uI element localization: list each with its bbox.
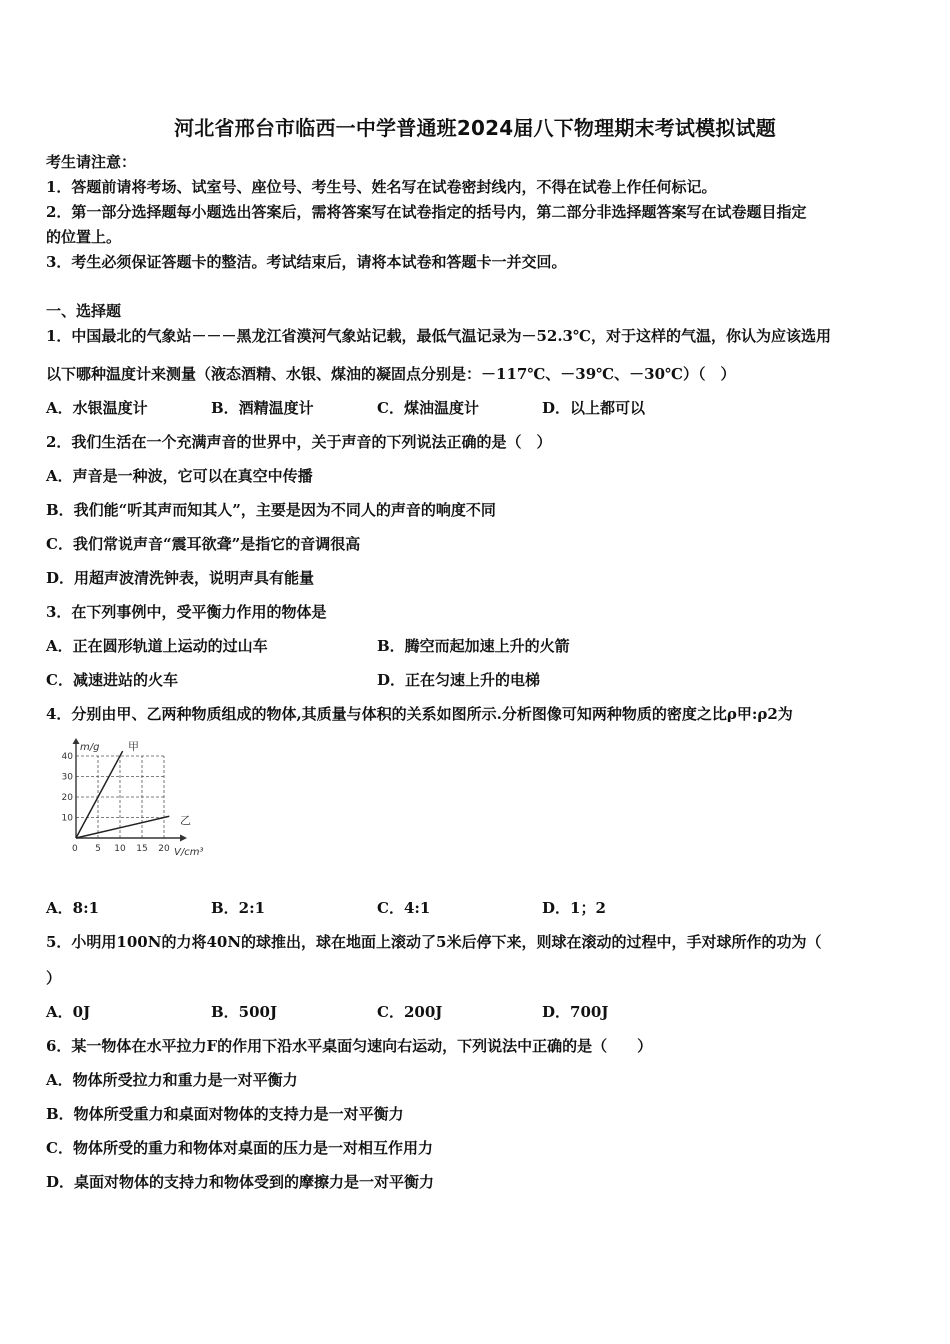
q3-stem: 3．在下列事例中，受平衡力作用的物体是 <box>46 603 327 621</box>
series-label-yi: 乙 <box>180 814 191 827</box>
q1-option-b: B．酒精温度计 <box>211 399 314 417</box>
q6-option-a: A．物体所受拉力和重力是一对平衡力 <box>46 1071 298 1089</box>
y-tick-label: 30 <box>61 772 73 783</box>
q5-stem-line1: 5．小明用100N的力将40N的球推出，球在地面上滚动了5米后停下来，则球在滚动的过程中，手对球所作的功为（ <box>46 933 822 951</box>
y-axis-arrow <box>73 738 80 744</box>
notice-item: 1．答题前请将考场、试室号、座位号、考生号、姓名写在试卷密封线内，不得在试卷上作任何标记。 <box>46 178 717 196</box>
series-line-jia <box>76 751 123 838</box>
q6-option-c: C．物体所受的重力和物体对桌面的压力是一对相互作用力 <box>46 1139 433 1157</box>
graph-grid <box>76 756 164 838</box>
q2-option-c: C．我们常说声音“震耳欲聋”是指它的音调很高 <box>46 535 361 553</box>
q1-option-c: C．煤油温度计 <box>377 399 479 417</box>
x-tick-label: 15 <box>136 844 148 854</box>
q3-option-b: B．腾空而起加速上升的火箭 <box>377 637 570 655</box>
q5-stem-line2: ） <box>46 969 62 987</box>
x-tick-label: 20 <box>158 844 170 854</box>
q4-density-graph <box>52 738 217 868</box>
section-heading: 一、选择题 <box>46 302 122 320</box>
q4-stem: 4．分别由甲、乙两种物质组成的物体,其质量与体积的关系如图所示.分析图像可知两种物质的密度之比ρ甲:ρ2为 <box>46 705 793 723</box>
y-tick-label: 40 <box>61 752 73 762</box>
notice-item: 3．考生必须保证答题卡的整洁。考试结束后，请将本试卷和答题卡一并交回。 <box>46 253 567 271</box>
notice-heading: 考生请注意： <box>46 153 137 171</box>
q5-option-b: B．500J <box>211 1003 278 1021</box>
q6-option-b: B．物体所受重力和桌面对物体的支持力是一对平衡力 <box>46 1105 404 1123</box>
q4-option-b: B．2:1 <box>211 899 266 917</box>
q2-option-b: B．我们能“听其声而知其人”，主要是因为不同人的声音的响度不同 <box>46 501 496 519</box>
q2-option-a: A．声音是一种波，它可以在真空中传播 <box>46 467 313 485</box>
y-tick-label: 10 <box>61 813 73 824</box>
q4-option-c: C．4:1 <box>377 899 431 917</box>
x-tick-label: 5 <box>95 844 101 854</box>
q1-option-a: A．水银温度计 <box>46 399 148 417</box>
q2-stem: 2．我们生活在一个充满声音的世界中，关于声音的下列说法正确的是（ ） <box>46 433 552 451</box>
q5-option-d: D．700J <box>542 1003 609 1021</box>
q1-stem-line1: 1．中国最北的气象站－－－黑龙江省漠河气象站记载，最低气温记录为－52.3℃，对于这样的气温，你认为应该选用 <box>46 327 831 345</box>
q3-option-c: C．减速进站的火车 <box>46 671 178 689</box>
notice-item: 的位置上。 <box>46 228 122 246</box>
page-title: 河北省邢台市临西一中学普通班2024届八下物理期末考试模拟试题 <box>174 116 776 140</box>
q6-option-d: D．桌面对物体的支持力和物体受到的摩擦力是一对平衡力 <box>46 1173 435 1191</box>
series-line-yi <box>76 816 169 838</box>
q1-stem-line2: 以下哪种温度计来测量（液态酒精、水银、煤油的凝固点分别是：－117℃、－39℃、－30℃）（ ） <box>46 365 736 383</box>
q1-option-d: D．以上都可以 <box>542 399 646 417</box>
q4-option-d: D．1；2 <box>542 899 606 917</box>
q3-option-a: A．正在圆形轨道上运动的过山车 <box>46 637 268 655</box>
x-tick-label: 10 <box>114 844 126 854</box>
x-axis-arrow <box>180 835 187 842</box>
notice-item: 2．第一部分选择题每小题选出答案后，需将答案写在试卷指定的括号内，第二部分非选择题答案写在试卷题目指定 <box>46 203 807 221</box>
graph-ticks <box>62 752 170 854</box>
graph-series <box>76 751 169 838</box>
q4-option-a: A．8:1 <box>46 899 100 917</box>
y-axis-label: m/g <box>80 742 100 753</box>
q5-option-c: C．200J <box>377 1003 443 1021</box>
q2-option-d: D．用超声波清洗钟表，说明声具有能量 <box>46 569 315 587</box>
q3-option-d: D．正在匀速上升的电梯 <box>377 671 541 689</box>
q6-stem: 6．某一物体在水平拉力F的作用下沿水平桌面匀速向右运动，下列说法中正确的是（ ） <box>46 1037 653 1055</box>
origin-label: 0 <box>72 844 78 854</box>
q5-option-a: A．0J <box>46 1003 91 1021</box>
x-axis-label: V/cm³ <box>174 847 204 858</box>
y-tick-label: 20 <box>61 793 73 803</box>
series-label-jia: 甲 <box>128 740 139 753</box>
